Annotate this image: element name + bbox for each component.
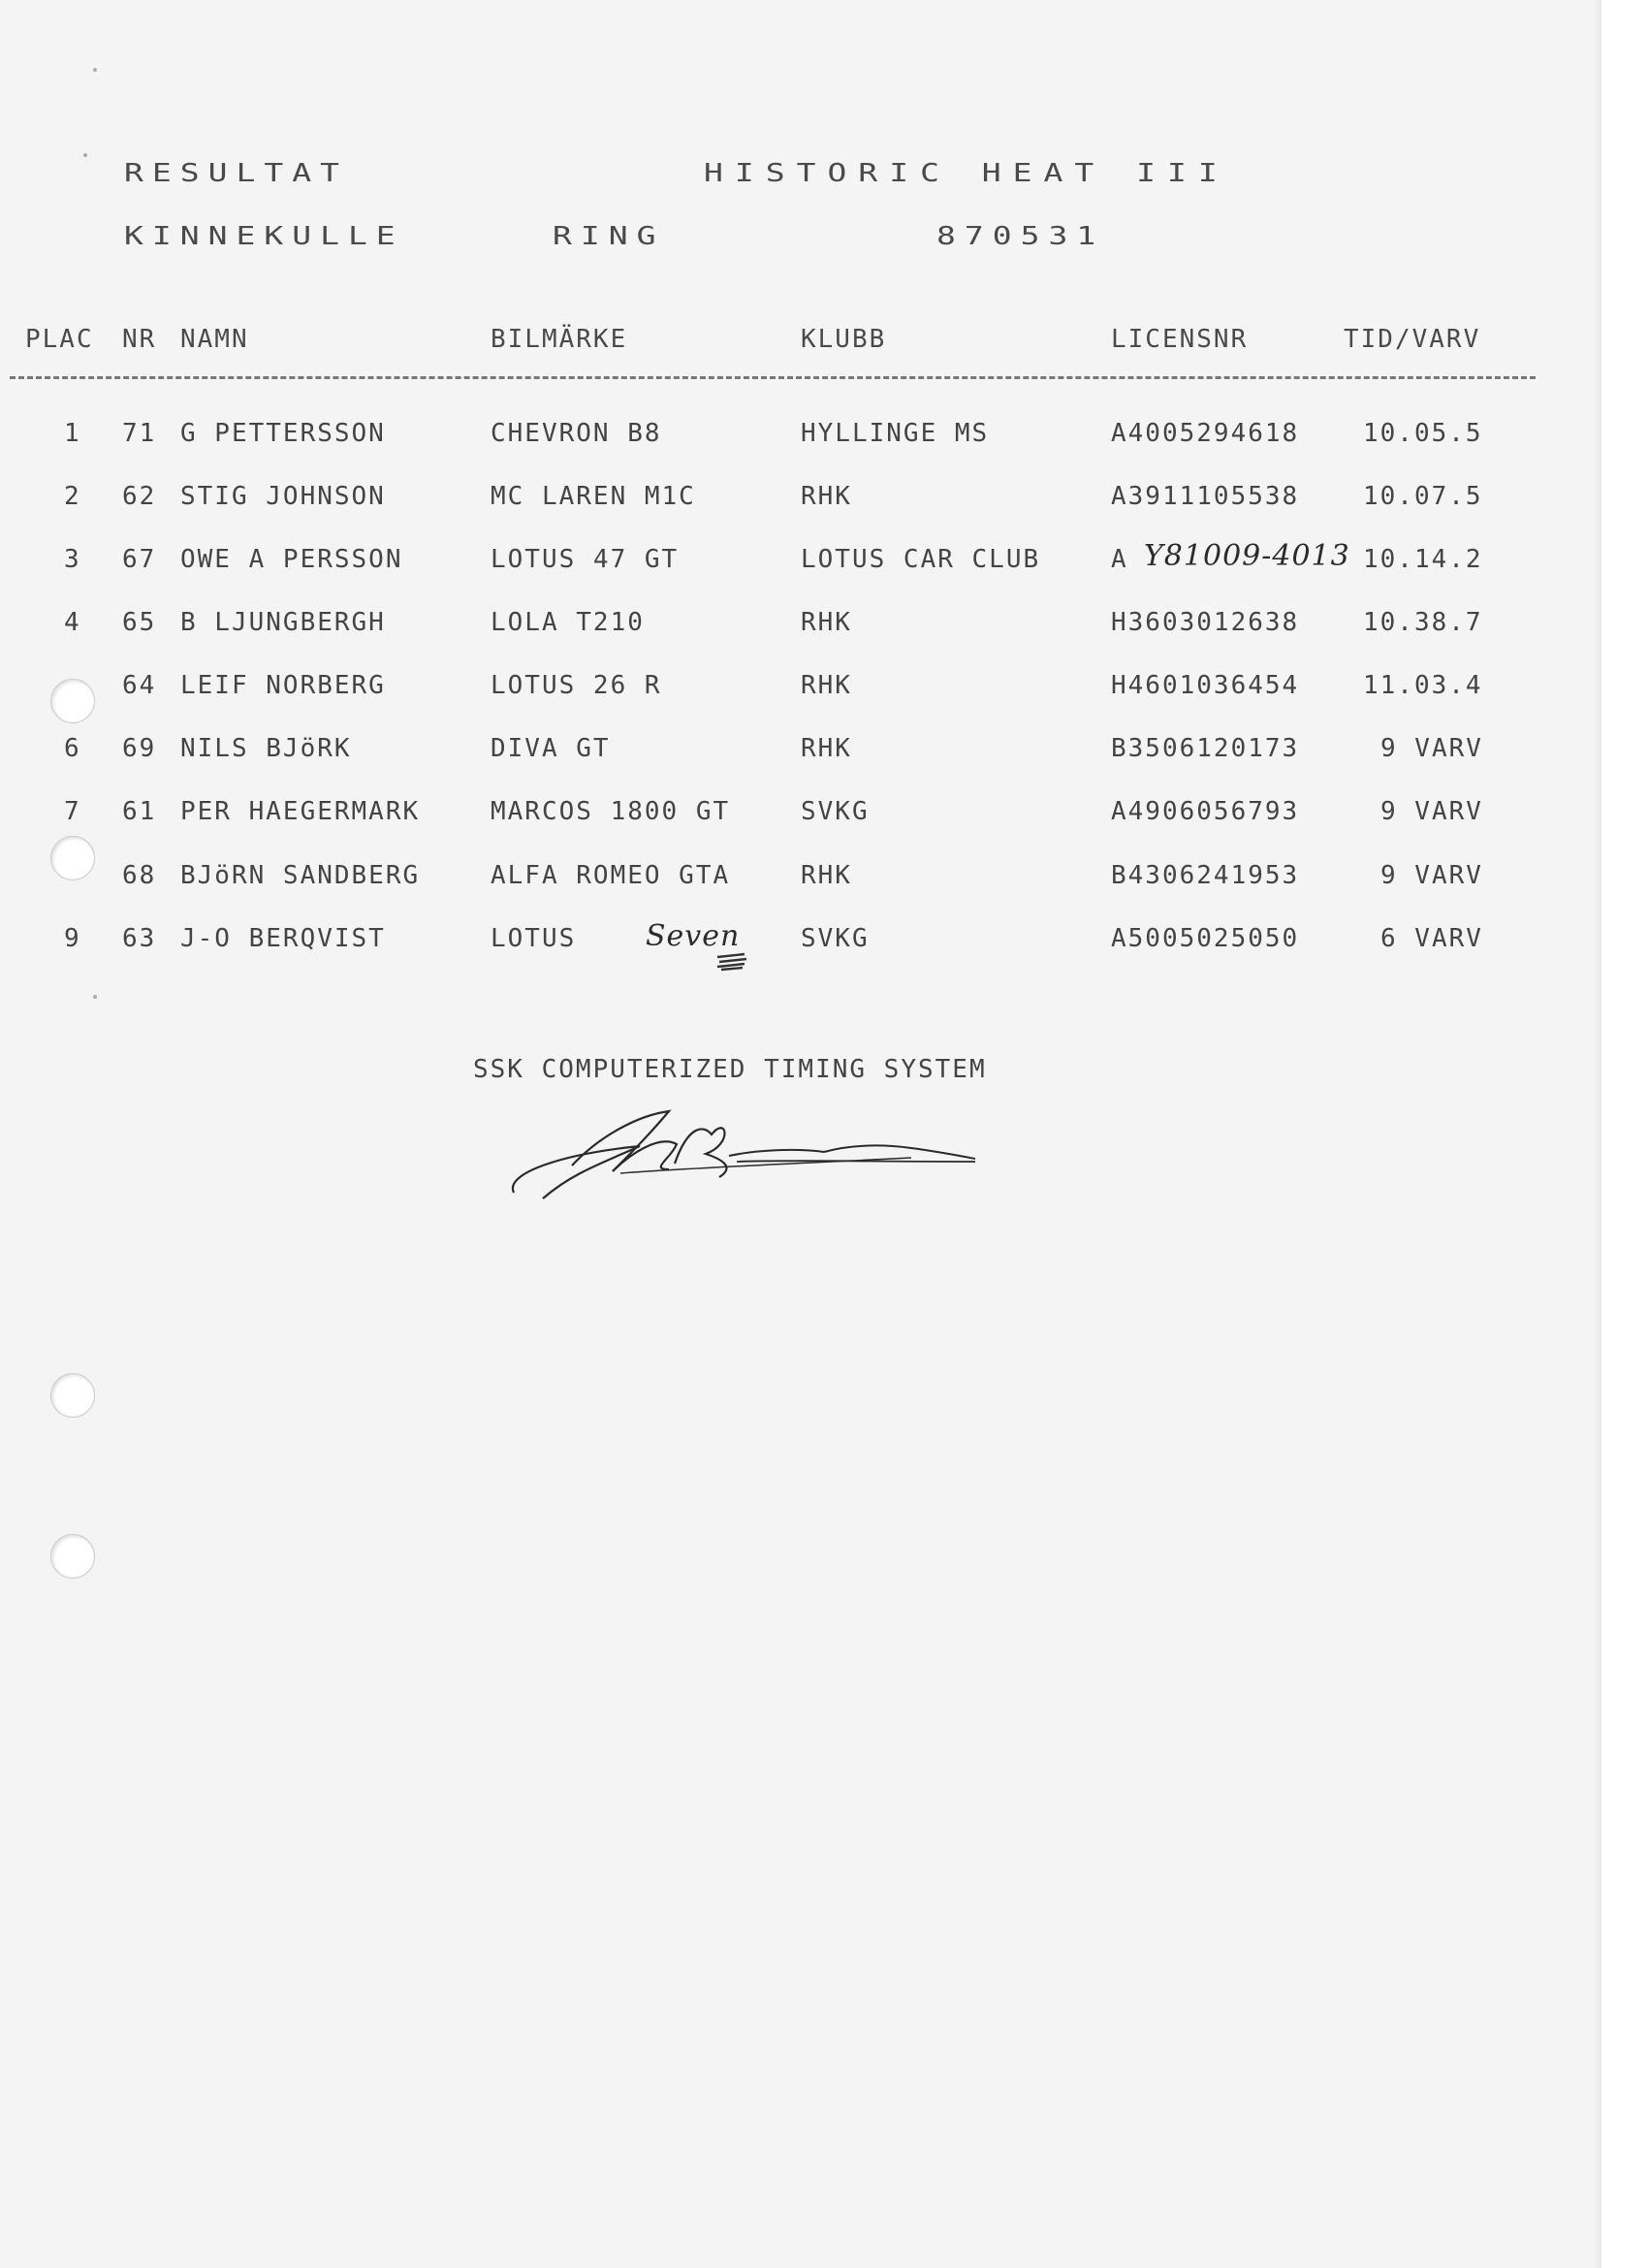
cell-klubb: HYLLINGE MS bbox=[801, 419, 990, 448]
cell-nr: 61 bbox=[122, 797, 157, 826]
header-divider bbox=[10, 376, 1536, 379]
cell-nr: 63 bbox=[122, 924, 157, 953]
strikeout-mark bbox=[613, 919, 646, 946]
paper-speck bbox=[93, 68, 97, 72]
column-header-bilmarke: BILMÄRKE bbox=[491, 325, 628, 354]
cell-plac: 4 bbox=[64, 608, 81, 637]
cell-nr: 71 bbox=[122, 419, 157, 448]
cell-bilmarke: MC LAREN M1C bbox=[491, 482, 696, 511]
cell-tid: 10.07.5 bbox=[1363, 482, 1483, 511]
cell-licensnr-handwritten: Y81009-4013 bbox=[1144, 539, 1350, 573]
event-title: HISTORIC HEAT III bbox=[704, 158, 1229, 188]
cell-tid: 9 VARV bbox=[1380, 734, 1483, 763]
cell-tid: 9 VARV bbox=[1380, 861, 1483, 890]
punch-hole bbox=[50, 836, 95, 880]
paper-speck bbox=[93, 995, 97, 999]
cell-bilmarke: LOTUS bbox=[491, 924, 577, 953]
cell-licensnr: A5005025050 bbox=[1111, 924, 1300, 953]
cell-bilmarke: DIVA GT bbox=[491, 734, 611, 763]
column-header-licensnr: LICENSNR bbox=[1111, 325, 1249, 354]
page-edge bbox=[1601, 0, 1648, 2268]
cell-nr: 68 bbox=[122, 861, 157, 890]
venue-name-suffix: RING bbox=[553, 221, 665, 251]
cell-klubb: SVKG bbox=[801, 924, 870, 953]
cell-tid: 10.05.5 bbox=[1363, 419, 1483, 448]
punch-hole bbox=[50, 679, 95, 723]
cell-licensnr: A4005294618 bbox=[1111, 419, 1300, 448]
cell-bilmarke: LOTUS 26 R bbox=[491, 671, 662, 700]
column-header-tid-varv: TID/VARV bbox=[1344, 325, 1481, 354]
cell-plac: 3 bbox=[64, 545, 81, 574]
cell-licensnr: H4601036454 bbox=[1111, 671, 1300, 700]
cell-tid: 6 VARV bbox=[1380, 924, 1483, 953]
cell-namn: NILS BJöRK bbox=[180, 734, 352, 763]
timing-system-label: SSK COMPUTERIZED TIMING SYSTEM bbox=[473, 1055, 987, 1084]
cell-plac: 9 bbox=[64, 924, 81, 953]
cell-licensnr: H3603012638 bbox=[1111, 608, 1300, 637]
cell-plac: 7 bbox=[64, 797, 81, 826]
cell-nr: 67 bbox=[122, 545, 157, 574]
cell-tid: 11.03.4 bbox=[1363, 671, 1483, 700]
cell-plac: 1 bbox=[64, 419, 81, 448]
cell-licensnr: A3911105538 bbox=[1111, 482, 1300, 511]
column-header-namn: NAMN bbox=[180, 325, 249, 354]
cell-bilmarke: MARCOS 1800 GT bbox=[491, 797, 731, 826]
cell-licensnr: A4906056793 bbox=[1111, 797, 1300, 826]
signature bbox=[504, 1105, 989, 1216]
cell-nr: 69 bbox=[122, 734, 157, 763]
cell-klubb: RHK bbox=[801, 608, 852, 637]
cell-namn: J-O BERQVIST bbox=[180, 924, 386, 953]
cell-klubb: RHK bbox=[801, 734, 852, 763]
cell-klubb: RHK bbox=[801, 671, 852, 700]
paper-speck bbox=[83, 153, 87, 157]
cell-licensnr: B3506120173 bbox=[1111, 734, 1300, 763]
column-header-nr: NR bbox=[122, 325, 157, 354]
cell-namn: STIG JOHNSON bbox=[180, 482, 386, 511]
cell-bilmarke: ALFA ROMEO GTA bbox=[491, 861, 731, 890]
cell-nr: 64 bbox=[122, 671, 157, 700]
cell-bilmarke: LOTUS 47 GT bbox=[491, 545, 680, 574]
cell-bilmarke-handwritten: Seven bbox=[646, 919, 741, 953]
cell-plac: 6 bbox=[64, 734, 81, 763]
cell-tid: 10.14.2 bbox=[1363, 545, 1483, 574]
cell-bilmarke: LOLA T210 bbox=[491, 608, 645, 637]
date-code: 870531 bbox=[936, 221, 1105, 251]
document-title: RESULTAT bbox=[124, 158, 348, 188]
cell-plac: 2 bbox=[64, 482, 81, 511]
cell-klubb: RHK bbox=[801, 482, 852, 511]
cell-tid: 10.38.7 bbox=[1363, 608, 1483, 637]
cell-licensnr: B4306241953 bbox=[1111, 861, 1300, 890]
cell-klubb: RHK bbox=[801, 861, 852, 890]
punch-hole bbox=[50, 1534, 95, 1579]
column-header-klubb: KLUBB bbox=[801, 325, 887, 354]
cell-nr: 65 bbox=[122, 608, 157, 637]
cell-namn: OWE A PERSSON bbox=[180, 545, 403, 574]
cell-namn: PER HAEGERMARK bbox=[180, 797, 421, 826]
cell-bilmarke: CHEVRON B8 bbox=[491, 419, 662, 448]
cell-klubb: SVKG bbox=[801, 797, 870, 826]
cell-namn: G PETTERSSON bbox=[180, 419, 386, 448]
cell-tid: 9 VARV bbox=[1380, 797, 1483, 826]
cell-nr: 62 bbox=[122, 482, 157, 511]
cell-licensnr-prefix: A bbox=[1111, 545, 1128, 574]
column-header-plac: PLAC bbox=[25, 325, 94, 354]
cell-namn: LEIF NORBERG bbox=[180, 671, 386, 700]
cell-namn: BJöRN SANDBERG bbox=[180, 861, 421, 890]
venue-name: KINNEKULLE bbox=[124, 221, 404, 251]
cell-klubb: LOTUS CAR CLUB bbox=[801, 545, 1041, 574]
punch-hole bbox=[50, 1373, 95, 1418]
cell-namn: B LJUNGBERGH bbox=[180, 608, 386, 637]
